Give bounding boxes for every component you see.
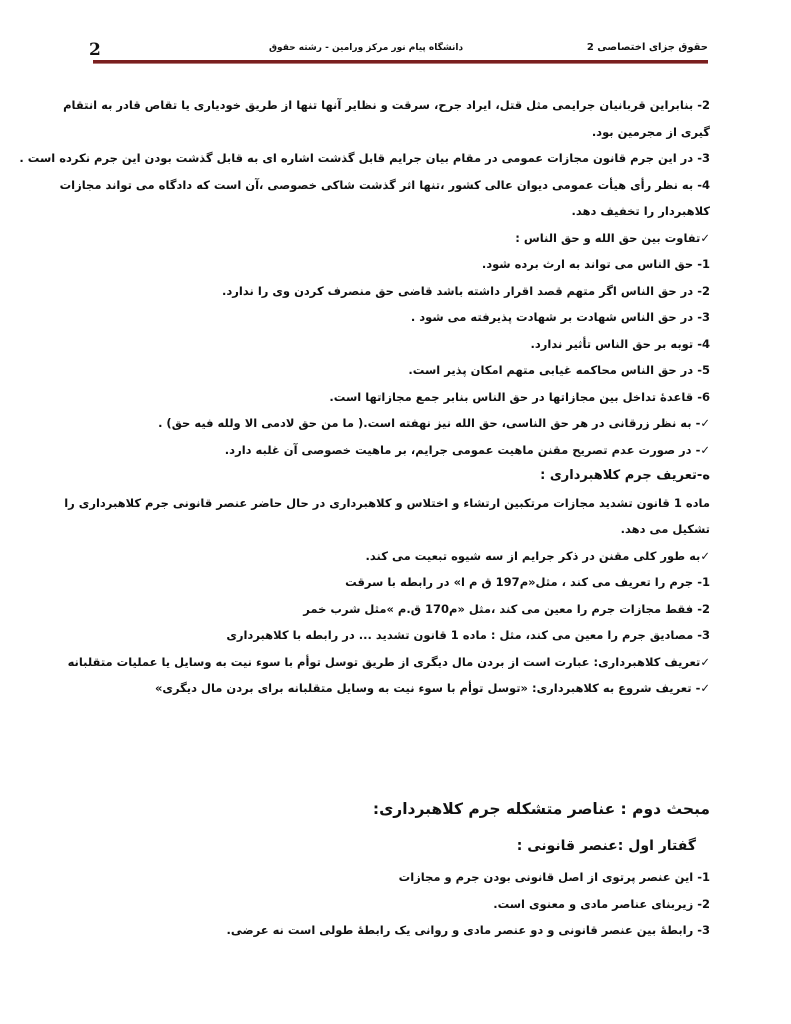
text-line: ماده 1 قانون تشدید مجازات مرتکبین ارتشاء و اختلاس و کلاهبرداری در حال حاضر عنصر قانونی جرم کلاهبرداری را bbox=[64, 495, 710, 510]
text-line: 4- به نظر رأی هیأت عمومی دیوان عالی کشور ،تنها اثر گذشت شاکی خصوصی ،آن است که دادگاه می تواند مجازات bbox=[59, 177, 710, 192]
text-line: 6- قاعدۀ تداخل بین مجازاتها در حق الناس بنابر جمع مجازاتها است. bbox=[329, 389, 710, 404]
list-item: 2- زیربنای عناصر مادی و معنوی است. bbox=[493, 896, 710, 911]
text-line: 2- فقط مجازات جرم را معین می کند ،مثل «م170 ق.م »مثل شرب خمر bbox=[303, 601, 710, 616]
text-line: 2- در حق الناس اگر متهم قصد اقرار داشته باشد قاضی حق منصرف کردن وی را ندارد. bbox=[222, 283, 710, 298]
text-line: ✓به طور کلی مقنن در ذکر جرایم از سه شیوه تبعیت می کند. bbox=[365, 548, 710, 563]
text-line: 1- جرم را تعریف می کند ، مثل«م197 ق م ا» در رابطه با سرقت bbox=[345, 575, 710, 589]
text-line: ✓تفاوت بین حق الله و حق الناس : bbox=[515, 230, 710, 245]
page-number: 2 bbox=[89, 40, 101, 60]
body-text bbox=[19, 92, 710, 702]
subsection-heading: گفتار اول :عنصر قانونی : bbox=[516, 838, 696, 854]
text-line: 3- در حق الناس شهادت بر شهادت پذیرفته می شود . bbox=[410, 310, 710, 324]
header-divider bbox=[93, 60, 708, 64]
page-header bbox=[89, 34, 708, 60]
text-line: ✓- در صورت عدم تصریح مقنن ماهیت عمومی جرایم، بر ماهیت خصوصی آن غلبه دارد. bbox=[224, 442, 710, 457]
text-line: ✓- به نظر زرقانی در هر حق الناسی، حق الله نیز نهفته است.( ما من حق لادمی الا ولله فیه حق) . bbox=[158, 416, 710, 430]
section-heading: مبحث دوم : عناصر متشکله جرم کلاهبرداری: bbox=[372, 800, 710, 818]
text-line: کلاهبردار را تخفیف دهد. bbox=[571, 204, 710, 218]
subheading-line: ه-تعریف جرم کلاهبرداری : bbox=[540, 468, 710, 483]
text-line: ✓تعریف کلاهبرداری: عبارت است از بردن مال دیگری از طریق توسل توأم با سوء نیت به وسایل یا عملیات متقلبانه bbox=[67, 654, 710, 669]
text-line: گیری از مجرمین بود. bbox=[591, 124, 710, 139]
header-course-title: حقوق جزای اختصاصی 2 bbox=[586, 42, 708, 53]
text-line: 1- حق الناس می تواند به ارث برده شود. bbox=[481, 257, 710, 271]
text-line: 2- بنابراین قربانیان جرایمی مثل قتل، ایراد جرح، سرقت و نظایر آنها تنها از طریق خودیاری یا تقاص قادر به انتقام bbox=[63, 98, 710, 112]
text-line: تشکیل می دهد. bbox=[620, 522, 710, 536]
header-university: دانشگاه پیام نور مرکز ورامین - رشته حقوق bbox=[269, 43, 464, 53]
list-item: 3- رابطۀ بین عنصر قانونی و دو عنصر مادی و روانی یک رابطۀ طولی است نه عرضی. bbox=[226, 923, 710, 937]
text-line: 3- مصادیق جرم را معین می کند، مثل : ماده 1 قانون تشدید ... در رابطه با کلاهبرداری bbox=[226, 628, 710, 642]
text-line: 5- در حق الناس محاکمه غیابی متهم امکان پذیر است. bbox=[408, 363, 710, 377]
text-line: 3- در این جرم قانون مجازات عمومی در مقام بیان جرایم قابل گذشت اشاره ای به قابل گذشت بودن این جرم نکرده است . bbox=[19, 151, 710, 165]
text-line: ✓- تعریف شروع به کلاهبرداری: «توسل توأم با سوء نیت به وسایل متقلبانه برای بردن مال دیگری» bbox=[154, 681, 710, 695]
subsection-list bbox=[98, 864, 710, 944]
text-line: 4- توبه بر حق الناس تأثیر ندارد. bbox=[530, 336, 710, 351]
list-item: 1- این عنصر پرتوی از اصل قانونی بودن جرم و مجازات bbox=[398, 870, 710, 884]
